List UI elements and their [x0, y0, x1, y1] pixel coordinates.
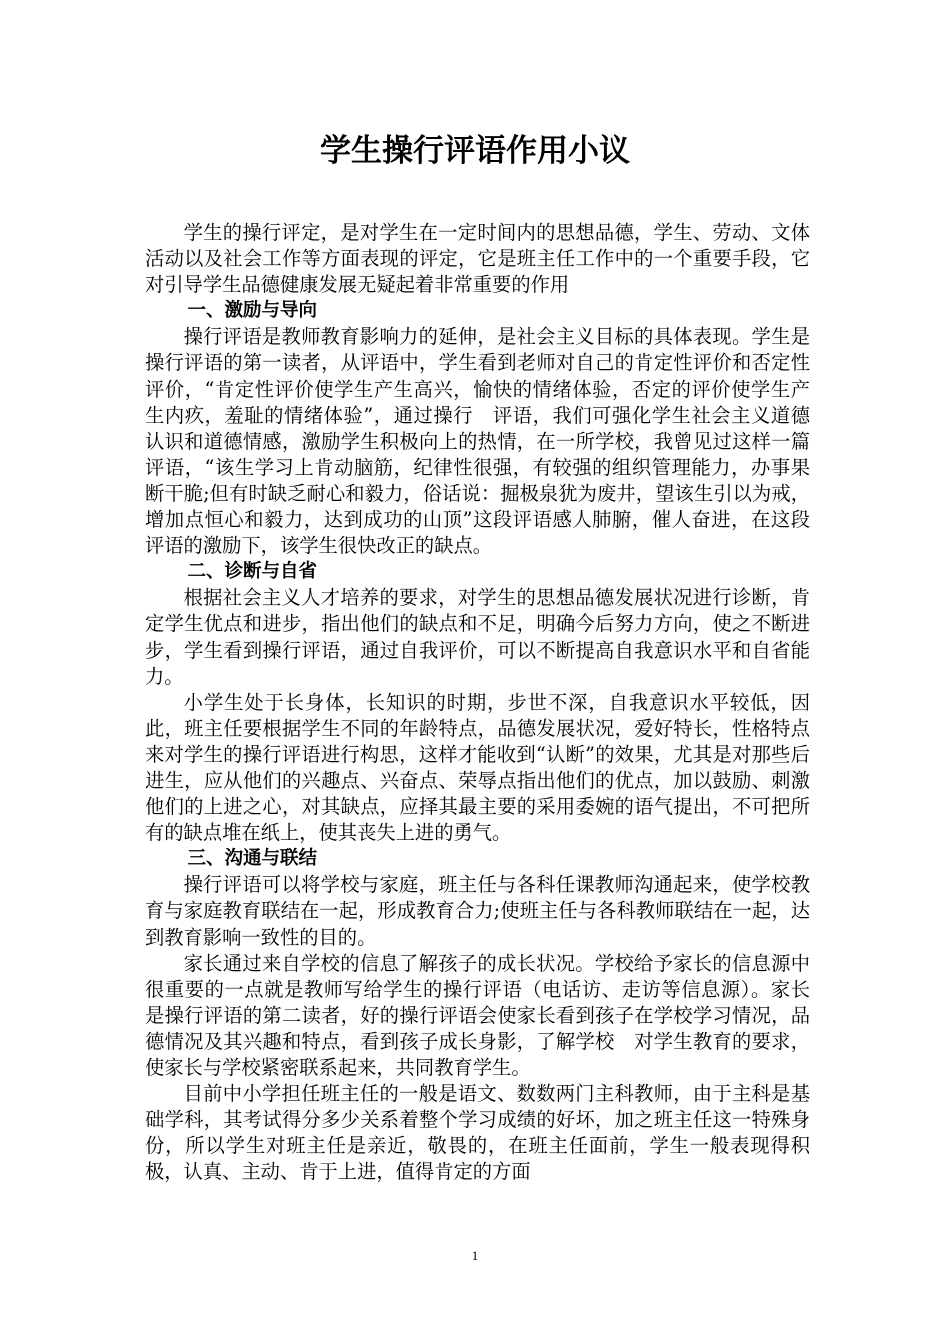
paragraph: 小学生处于长身体，长知识的时期，步世不深，自我意识水平较低，因此，班主任要根据学生不同的年龄特点，品德发展状况，爱好特长，性格特点来对学生的操行评语进行构思，这样才能收到“认断”的效果，尤其是对那些后进生，应从他们的兴趣点、兴奋点、荣辱点指出他们的优点，加以鼓励、刺激他们的上进之心，对其缺点，应择其最主要的采用委婉的语气提出，不可把所有的缺点堆在纸上，使其丧失上进的勇气。: [145, 690, 810, 845]
section-heading: 一、激励与导向: [187, 300, 318, 322]
section-heading: 三、沟通与联结: [187, 848, 318, 870]
paragraph: 根据社会主义人才培养的要求，对学生的思想品德发展状况进行诊断，肯定学生优点和进步，指出他们的缺点和不足，明确今后努力方向，使之不断进步，学生看到操行评语，通过自我评价，可以不断提高自我意识水平和自省能力。: [145, 586, 810, 688]
page-number: 1: [471, 1248, 479, 1263]
paragraph: 目前中小学担任班主任的一般是语文、数数两门主科教师，由于主科是基础学科，其考试得分多少关系着整个学习成绩的好坏，加之班主任这一特殊身份，所以学生对班主任是亲近，敬畏的，在班主任面前，学生一般表现得积极，认真、主动、肯于上进，值得肯定的方面: [145, 1082, 810, 1184]
paragraph: 操行评语可以将学校与家庭，班主任与各科任课教师沟通起来，使学校教育与家庭教育联结在一起，形成教育合力;使班主任与各科教师联结在一起，达到教育影响一致性的目的。: [145, 873, 810, 949]
page-title: 学生操行评语作用小议: [320, 133, 630, 169]
paragraph: 学生的操行评定，是对学生在一定时间内的思想品德，学生、劳动、文体活动以及社会工作等方面表现的评定，它是班主任工作中的一个重要手段，它对引导学生品德健康发展无疑起着非常重要的作用: [145, 221, 810, 297]
paragraph: 操行评语是教师教育影响力的延伸，是社会主义目标的具体表现。学生是操行评语的第一读者，从评语中，学生看到老师对自己的肯定性评价和否定性评价，“肯定性评价使学生产生高兴，愉快的情绪体验，否定的评价使学生产生内疚，羞耻的情绪体验”，通过操行 评语，我们可强化学生社会主义道德认识和道德情感，激励学生积极向上的热情，在一所学校，我曾见过这样一篇评语，“该生学习上肯动脑筋，纪律性很强，有较强的组织管理能力，办事果断干脆;但有时缺乏耐心和毅力，俗话说：掘极泉犹为废井，望该生引以为戒，增加点恒心和毅力，达到成功的山顶”这段评语感人肺腑，催人奋进，在这段评语的激励下，该学生很快改正的缺点。: [145, 325, 810, 558]
paragraph: 家长通过来自学校的信息了解孩子的成长状况。学校给予家长的信息源中很重要的一点就是教师写给学生的操行评语（电话访、走访等信息源）。家长是操行评语的第二读者，好的操行评语会使家长看到孩子在学校学习情况，品德情况及其兴趣和特点，看到孩子成长身影，了解学校 对学生教育的要求，使家长与学校紧密联系起来，共同教育学生。: [145, 951, 810, 1079]
section-heading: 二、诊断与自省: [187, 561, 318, 583]
document-body: [145, 220, 810, 1185]
